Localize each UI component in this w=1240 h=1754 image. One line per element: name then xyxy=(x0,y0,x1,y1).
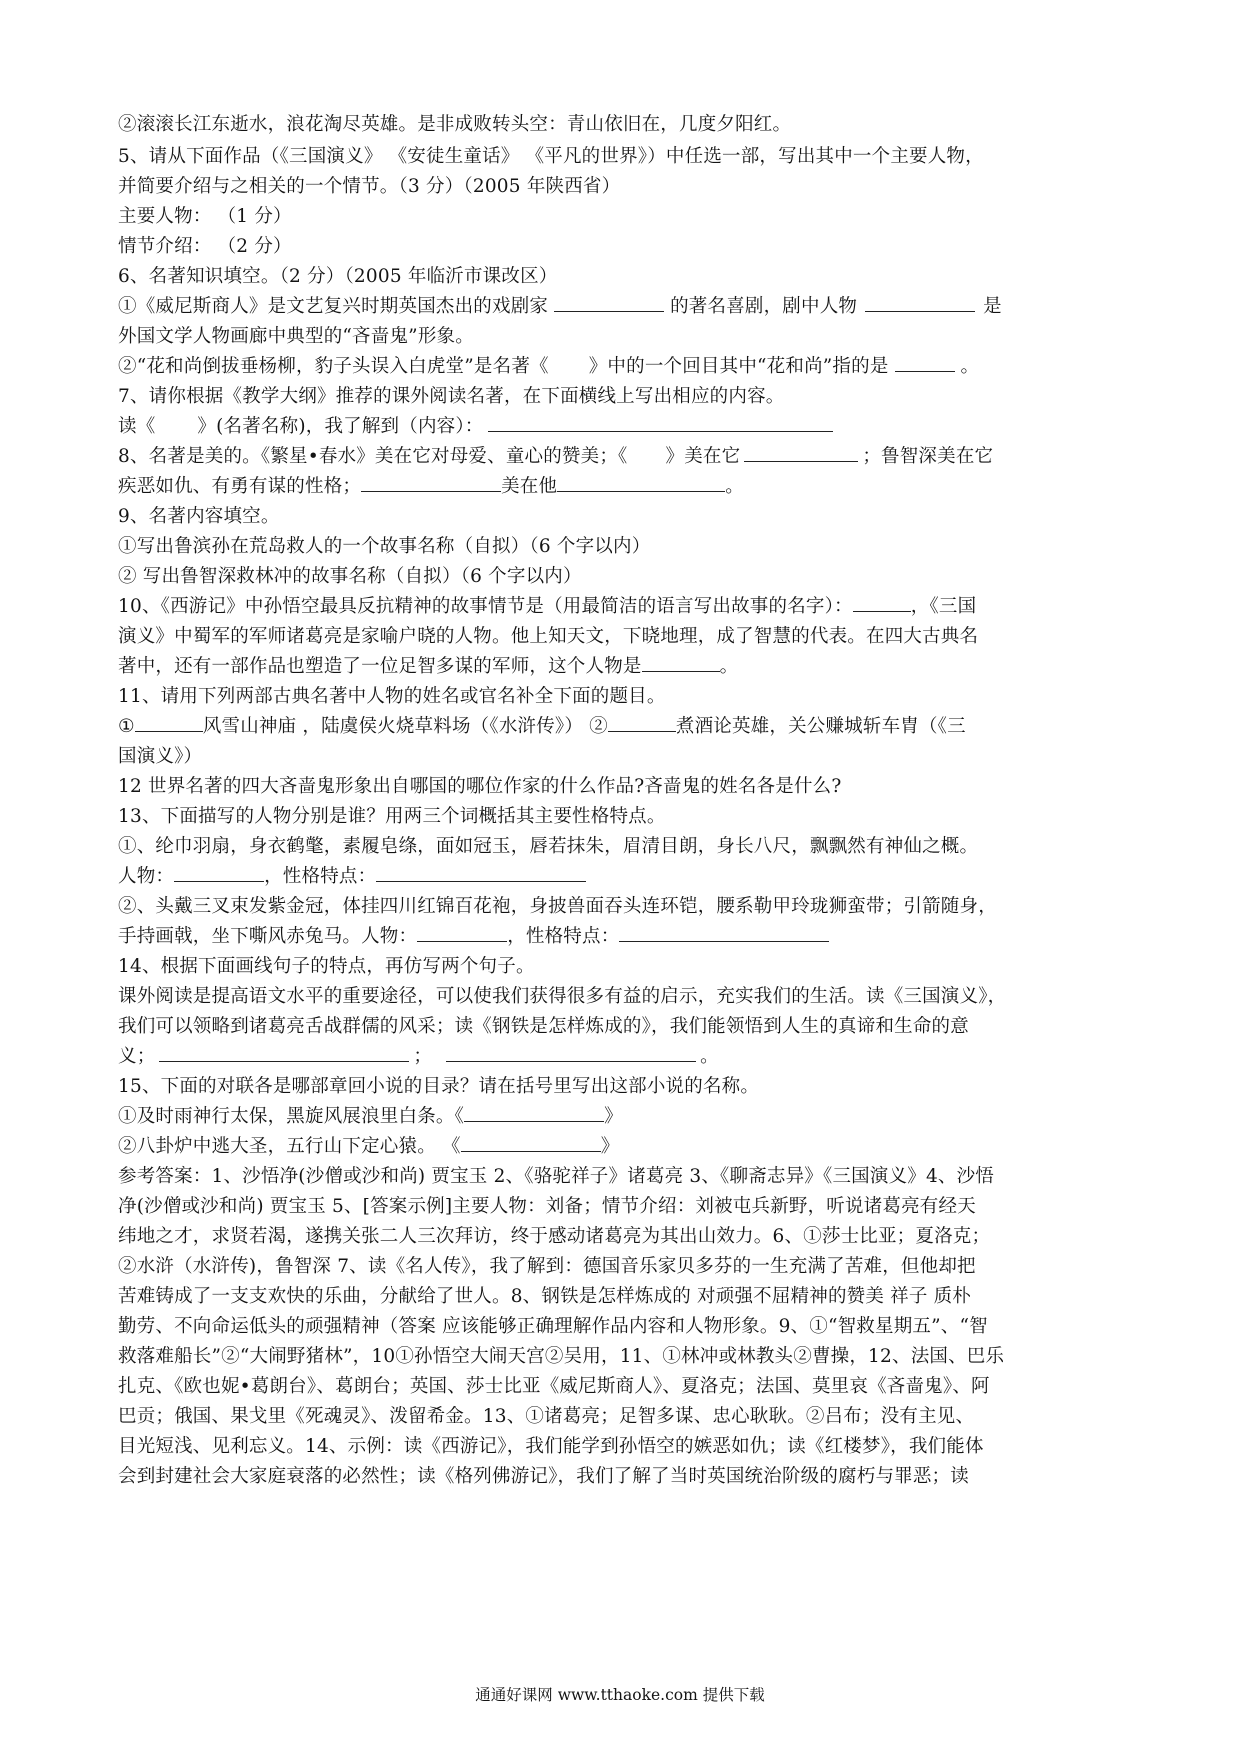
text-line: ①写出鲁滨孙在荒岛救人的一个故事名称（自拟）（6 个字以内） xyxy=(118,536,651,557)
answer-line: 目光短浅、见利忘义。14、示例：读《西游记》，我们能学到孙悟空的嫉恶如仇；读《红楼梦》，我们能体 xyxy=(118,1436,984,1457)
text-line: ① 风雪山神庙 ，陆虞侯火烧草料场（《水浒传》） ② 煮酒论英雄，关公赚城斩车胄（《三 xyxy=(118,712,966,742)
text-line: 并简要介绍与之相关的一个情节。（3 分）（2005 年陕西省） xyxy=(118,176,621,197)
answer-line: 苦难铸成了一支支欢快的乐曲，分献给了世人。8、钢铁是怎样炼成的 对顽强不屈精神的赞美 祥子 质朴 xyxy=(118,1286,972,1307)
blank xyxy=(376,863,586,882)
text-line: 著中，还有一部作品也塑造了一位足智多谋的军师，这个人物是 。 xyxy=(118,652,738,682)
blank xyxy=(554,293,664,312)
blank xyxy=(488,413,833,432)
question-6: 6、名著知识填空。（2 分）（2005 年临沂市课改区） xyxy=(118,266,558,287)
answer-line: 纬地之才，求贤若渴，遂携关张二人三次拜访，终于感动诸葛亮为其出山效力。6、①莎士比亚；夏洛克； xyxy=(118,1226,991,1247)
question-14: 14、根据下面画线句子的特点，再仿写两个句子。 xyxy=(118,956,535,977)
text-line: 义； ； 。 xyxy=(118,1042,719,1072)
question-13: 13、下面描写的人物分别是谁？用两三个词概括其主要性格特点。 xyxy=(118,806,666,827)
blank xyxy=(642,653,720,672)
text-line: 人物： ，性格特点： xyxy=(118,862,586,892)
text-line: 读《 》(名著名称)，我了解到（内容）： xyxy=(118,412,833,442)
answer-line: 参考答案：1、沙悟净(沙僧或沙和尚) 贾宝玉 2、《骆驼祥子》诸葛亮 3、《聊斋志异》《三国演义》4、沙悟 xyxy=(118,1166,995,1187)
blank xyxy=(159,1043,409,1062)
question-10: 10、《西游记》中孙悟空最具反抗精神的故事情节是（用最简洁的语言写出故事的名字）： ，《三国 xyxy=(118,592,976,622)
blank xyxy=(865,293,975,312)
blank xyxy=(557,473,725,492)
text-line: 疾恶如仇、有勇有谋的性格； 美在他 。 xyxy=(118,472,744,502)
blank xyxy=(135,713,203,732)
question-9: 9、名著内容填空。 xyxy=(118,506,280,527)
blank xyxy=(174,863,264,882)
answer-line: 巴贡；俄国、果戈里《死魂灵》、泼留希金。13、①诸葛亮；足智多谋、忠心耿耿。②吕布；没有主见、 xyxy=(118,1406,975,1427)
answer-line: ②水浒（水浒传)，鲁智深 7、读《名人传》，我了解到：德国音乐家贝多芬的一生充满了苦难，但他却把 xyxy=(118,1256,976,1277)
text-line: ①《威尼斯商人》是文艺复兴时期英国杰出的戏剧家 的著名喜剧，剧中人物 是 xyxy=(118,292,1002,322)
answer-line: 勤劳、不向命运低头的顽强精神（答案 应该能够正确理解作品内容和人物形象。9、①“智救星期五”、“智 xyxy=(118,1316,988,1337)
text-line: ②“花和尚倒拔垂杨柳，豹子头误入白虎堂”是名著《 》中的一个回目其中“花和尚”指的是 。 xyxy=(118,352,979,382)
text-line: ②滚滚长江东逝水，浪花淘尽英雄。是非成败转头空：青山依旧在，几度夕阳红。 xyxy=(118,114,792,135)
text-line: ①、纶巾羽扇，身衣鹤氅，素履皂绦，面如冠玉，唇若抹朱，眉清目朗，身长八尺，飘飘然有神仙之概。 xyxy=(118,836,979,857)
answer-line: 扎克、《欧也妮•葛朗台》、葛朗台；英国、莎士比亚《威尼斯商人》、夏洛克；法国、莫里哀《吝啬鬼》、阿 xyxy=(118,1376,990,1397)
text-line: 我们可以领略到诸葛亮舌战群儒的风采；读《钢铁是怎样炼成的》，我们能领悟到人生的真谛和生命的意 xyxy=(118,1016,969,1037)
blank xyxy=(446,1043,696,1062)
blank xyxy=(464,1103,604,1122)
question-8: 8、名著是美的。《繁星•春水》美在它对母爱、童心的赞美；《 》美在它 ；鲁智深美在它 xyxy=(118,442,993,472)
blank xyxy=(417,923,507,942)
answer-line: 会到封建社会大家庭衰落的必然性；读《格列佛游记》，我们了解了当时英国统治阶级的腐朽与罪恶；读 xyxy=(118,1466,969,1487)
text-line: ②八卦炉中逃大圣，五行山下定心猿。 《 》 xyxy=(118,1132,619,1162)
text-line: ②、头戴三叉束发紫金冠，体挂四川红锦百花袍，身披兽面吞头连环铠，腰系勒甲玲珑狮蛮带；引箭随身， xyxy=(118,896,997,917)
blank xyxy=(608,713,676,732)
blank xyxy=(361,473,501,492)
question-15: 15、下面的对联各是哪部章回小说的目录？请在括号里写出这部小说的名称。 xyxy=(118,1076,760,1097)
text-line: ② 写出鲁智深救林冲的故事名称（自拟）（6 个字以内） xyxy=(118,566,582,587)
text-line: 手持画戟，坐下嘶风赤兔马。人物： ，性格特点： xyxy=(118,922,829,952)
question-7: 7、请你根据《教学大纲》推荐的课外阅读名著，在下面横线上写出相应的内容。 xyxy=(118,386,785,407)
blank xyxy=(744,443,858,462)
question-5: 5、请从下面作品（《三国演义》 《安徒生童话》 《平凡的世界》）中任选一部，写出其中一个主要人物， xyxy=(118,146,984,167)
answer-line: 救落难船长”②“大闹野猪林”，10①孙悟空大闹天宫②吴用，11、①林冲或林教头②曹操，12、法国、巴乐 xyxy=(118,1346,1005,1367)
text-line: 外国文学人物画廊中典型的“吝啬鬼”形象。 xyxy=(118,326,474,347)
page-footer: 通通好课网 www.tthaoke.com 提供下载 xyxy=(475,1686,765,1704)
text-line: 课外阅读是提高语文水平的重要途径，可以使我们获得很多有益的启示，充实我们的生活。读《三国演义》， xyxy=(118,986,1007,1007)
answer-line: 净(沙僧或沙和尚) 贾宝玉 5、[答案示例]主要人物：刘备；情节介绍：刘被屯兵新野，听说诸葛亮有经天 xyxy=(118,1196,976,1217)
blank xyxy=(619,923,829,942)
blank xyxy=(853,593,911,612)
text-line: ①及时雨神行太保，黑旋风展浪里白条。《 》 xyxy=(118,1102,623,1132)
question-11: 11、请用下列两部古典名著中人物的姓名或官名补全下面的题目。 xyxy=(118,686,666,707)
text-line: 国演义》） xyxy=(118,746,203,767)
text-line: 演义》中蜀军的军师诸葛亮是家喻户晓的人物。他上知天文，下晓地理，成了智慧的代表。在四大古典名 xyxy=(118,626,979,647)
question-12: 12 世界名著的四大吝啬鬼形象出自哪国的哪位作家的什么作品?吝啬鬼的姓名各是什么? xyxy=(118,776,842,797)
text-line: 主要人物： （1 分） xyxy=(118,206,292,227)
blank xyxy=(895,353,955,372)
text-line: 情节介绍： （2 分） xyxy=(118,236,292,257)
blank xyxy=(461,1133,601,1152)
